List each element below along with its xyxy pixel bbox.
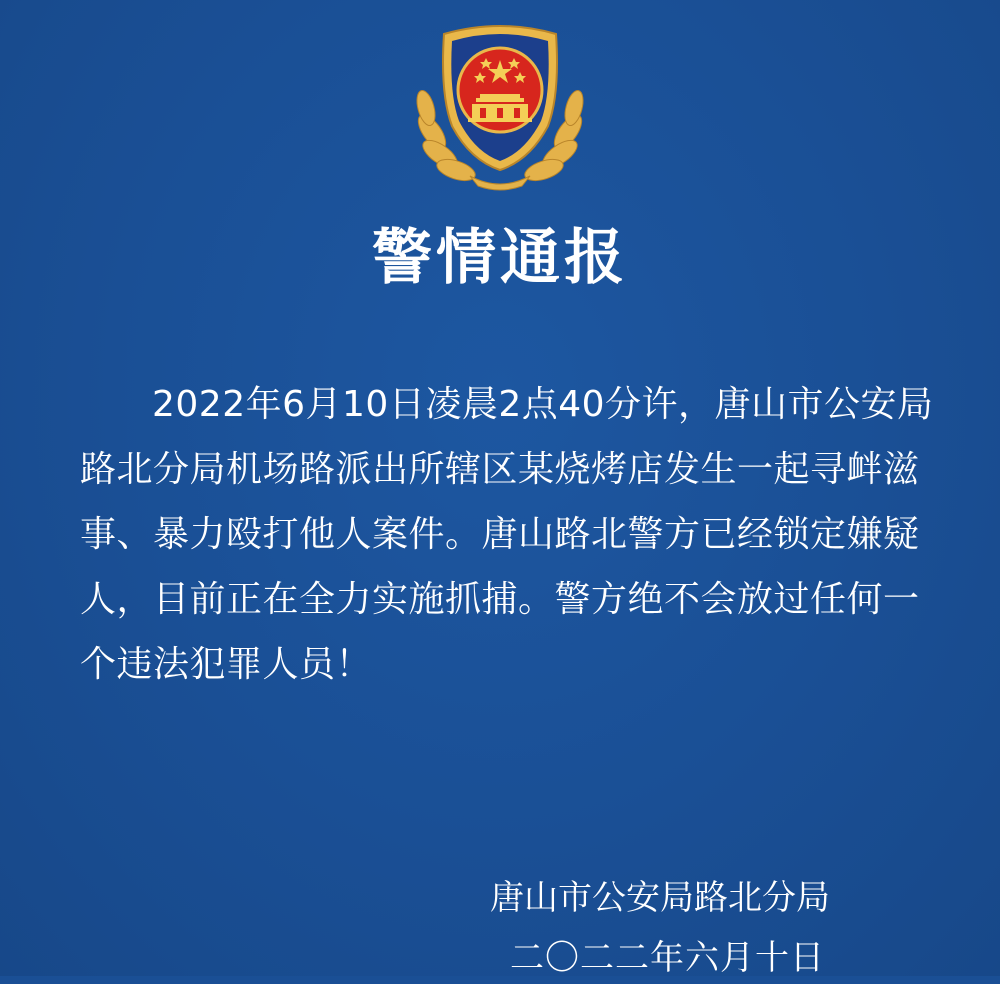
- issuer-name: 唐山市公安局路北分局: [490, 878, 830, 918]
- notice-body: 2022年6月10日凌晨2点40分许，唐山市公安局路北分局机场路派出所辖区某烧烤店发生一起寻衅滋事、暴力殴打他人案件。唐山路北警方已经锁定嫌疑人，目前正在全力实施抓捕。警方绝不会放过任何一个违法犯罪人员！: [80, 384, 934, 685]
- police-emblem-icon: [410, 14, 590, 194]
- notice-title: 警情通报: [372, 223, 628, 293]
- issue-date: 二〇二二年六月十日: [510, 938, 825, 978]
